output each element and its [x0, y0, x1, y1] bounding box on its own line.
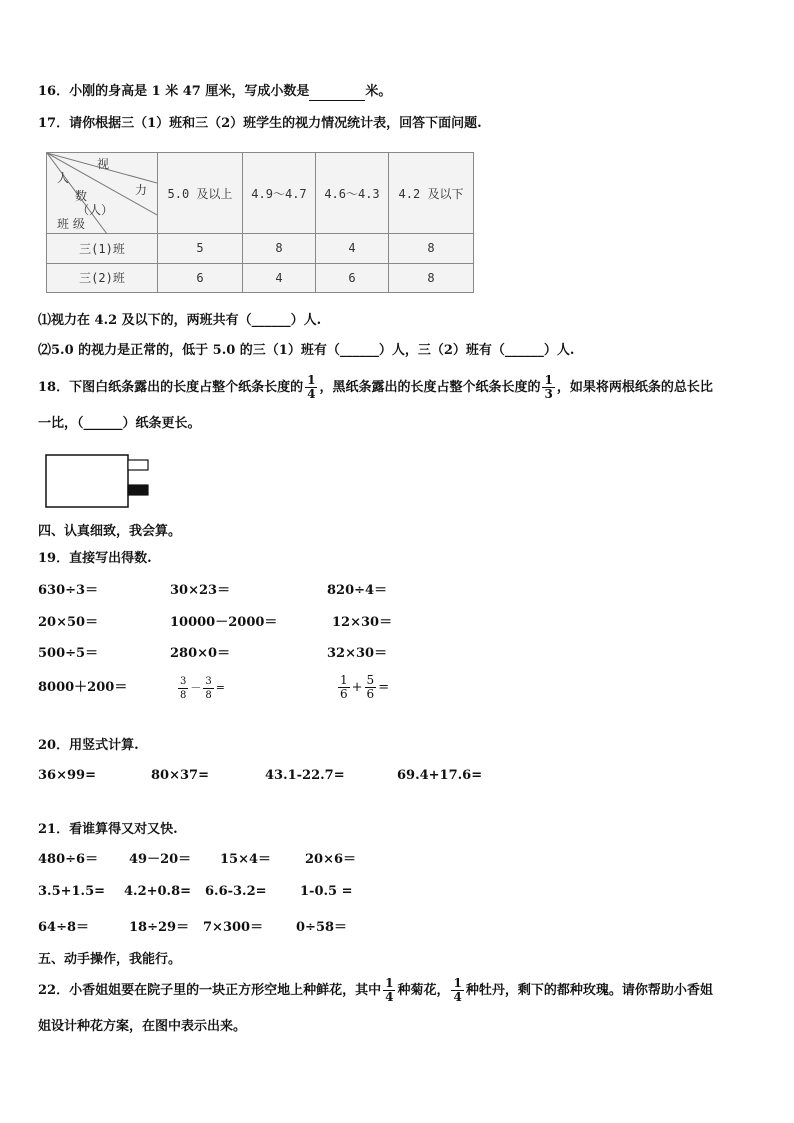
- table-cell: 4: [242, 263, 315, 293]
- table-cell: 6: [315, 263, 388, 293]
- calc-item: 0÷58＝: [296, 920, 348, 935]
- fraction: $\frac{1}{3}$: [544, 373, 553, 401]
- fraction: $\frac{3}{8}$: [205, 675, 212, 701]
- row-label: 三(2)班: [47, 263, 158, 293]
- calc-item: 80×37=: [151, 768, 209, 783]
- q16-line: 16．小刚的身高是 1 米 47 厘米，写成小数是 米。: [38, 84, 392, 99]
- answer-blank[interactable]: [309, 84, 365, 101]
- calc-item: 4.2+0.8=: [124, 884, 192, 899]
- q20-heading: 20．用竖式计算.: [38, 738, 139, 753]
- q17-heading: 17．请你根据三（1）班和三（2）班学生的视力情况统计表，回答下面问题.: [38, 116, 482, 131]
- q16-text: 16．: [38, 84, 70, 99]
- calc-item: 30×23＝: [170, 583, 231, 598]
- column-header: 4.9～4.7: [242, 153, 315, 234]
- calc-item: 64÷8＝: [38, 920, 90, 935]
- calc-item: 7×300＝: [203, 920, 264, 935]
- fraction: $\frac{3}{8}$: [180, 675, 187, 701]
- vision-table: [46, 152, 474, 293]
- calc-item: 280×0＝: [170, 646, 231, 661]
- calc-item: 32×30＝: [327, 646, 388, 661]
- table-row: [47, 263, 474, 293]
- fraction: $\frac{5}{6}$: [366, 673, 375, 701]
- table-cell: 8: [242, 234, 315, 264]
- fraction: $\frac{1}{6}$: [340, 673, 348, 701]
- section-5-title: 五、动手操作，我能行。: [38, 952, 182, 967]
- calc-item: 480÷6＝: [38, 852, 99, 867]
- column-header: 4.6～4.3: [315, 153, 388, 234]
- calc-item: 10000－2000＝: [170, 615, 278, 630]
- column-header: 5.0 及以上: [158, 153, 243, 234]
- calc-item: 1-0.5 =: [300, 884, 353, 899]
- table-row: [47, 234, 474, 264]
- calc-item: 820÷4＝: [327, 583, 388, 598]
- table-cell: 6: [158, 263, 243, 293]
- calc-item: 3.5+1.5=: [38, 884, 106, 899]
- q18-line1: 18．下图白纸条露出的长度占整个纸条长度的 $\frac{1}{4}$ ，黑纸条露出的长度占整个纸条长度的 $\frac{1}{3}$ ，如果将两根纸条的总长比: [38, 373, 713, 401]
- calc-item: 630÷3＝: [38, 583, 99, 598]
- calc-item: 15×4＝: [220, 852, 272, 867]
- calc-item: 69.4+17.6=: [397, 768, 483, 783]
- table-cell: 8: [389, 263, 474, 293]
- calc-item: 18÷29＝: [129, 920, 190, 935]
- q19-heading: 19．直接写出得数.: [38, 551, 152, 566]
- fraction-expression: $\frac{3}{8}$ － $\frac{3}{8}$ =: [180, 675, 225, 701]
- fraction: $\frac{1}{4}$: [307, 373, 316, 401]
- fraction: $\frac{1}{4}$: [453, 976, 462, 1004]
- calc-item: 12×30＝: [332, 615, 393, 630]
- q22-line2: 姐设计种花方案，在图中表示出来。: [38, 1019, 247, 1034]
- q22-line1: 22．小香姐姐要在院子里的一块正方形空地上种鲜花，其中 $\frac{1}{4}$ 种菊花， $\frac{1}{4}$ 种牡丹，剩下的都种玫瑰。请你帮助小香姐: [38, 976, 713, 1004]
- calc-item: 8000＋200＝: [38, 680, 128, 695]
- fraction: $\frac{1}{4}$: [385, 976, 394, 1004]
- q21-heading: 21．看谁算得又对又快.: [38, 822, 178, 837]
- q18-line2: 一比，（______）纸条更长。: [38, 416, 201, 431]
- calc-item: 43.1-22.7=: [265, 768, 345, 783]
- table-corner-cell: 视 人 力 数 （人） 班 级: [47, 153, 158, 234]
- table-cell: 5: [158, 234, 243, 264]
- table-cell: 4: [315, 234, 388, 264]
- section-4-title: 四、认真细致，我会算。: [38, 524, 182, 539]
- calc-item: 36×99=: [38, 768, 96, 783]
- q17-sub2: ⑵5.0 的视力是正常的，低于 5.0 的三（1）班有（______）人，三（2）班有（______）人.: [38, 343, 575, 358]
- calc-item: 20×50＝: [38, 615, 99, 630]
- q17-sub1: ⑴视力在 4.2 及以下的，两班共有（______）人.: [38, 313, 322, 328]
- calc-item: 500÷5＝: [38, 646, 99, 661]
- row-label: 三(1)班: [47, 234, 158, 264]
- fraction-expression: $\frac{1}{6}$ + $\frac{5}{6}$ =: [340, 673, 390, 701]
- table-cell: 8: [389, 234, 474, 264]
- calc-item: 6.6-3.2=: [205, 884, 267, 899]
- calc-item: 49－20＝: [129, 852, 192, 867]
- calc-item: 20×6＝: [305, 852, 357, 867]
- paper-strips-figure: [44, 452, 154, 510]
- column-header: 4.2 及以下: [389, 153, 474, 234]
